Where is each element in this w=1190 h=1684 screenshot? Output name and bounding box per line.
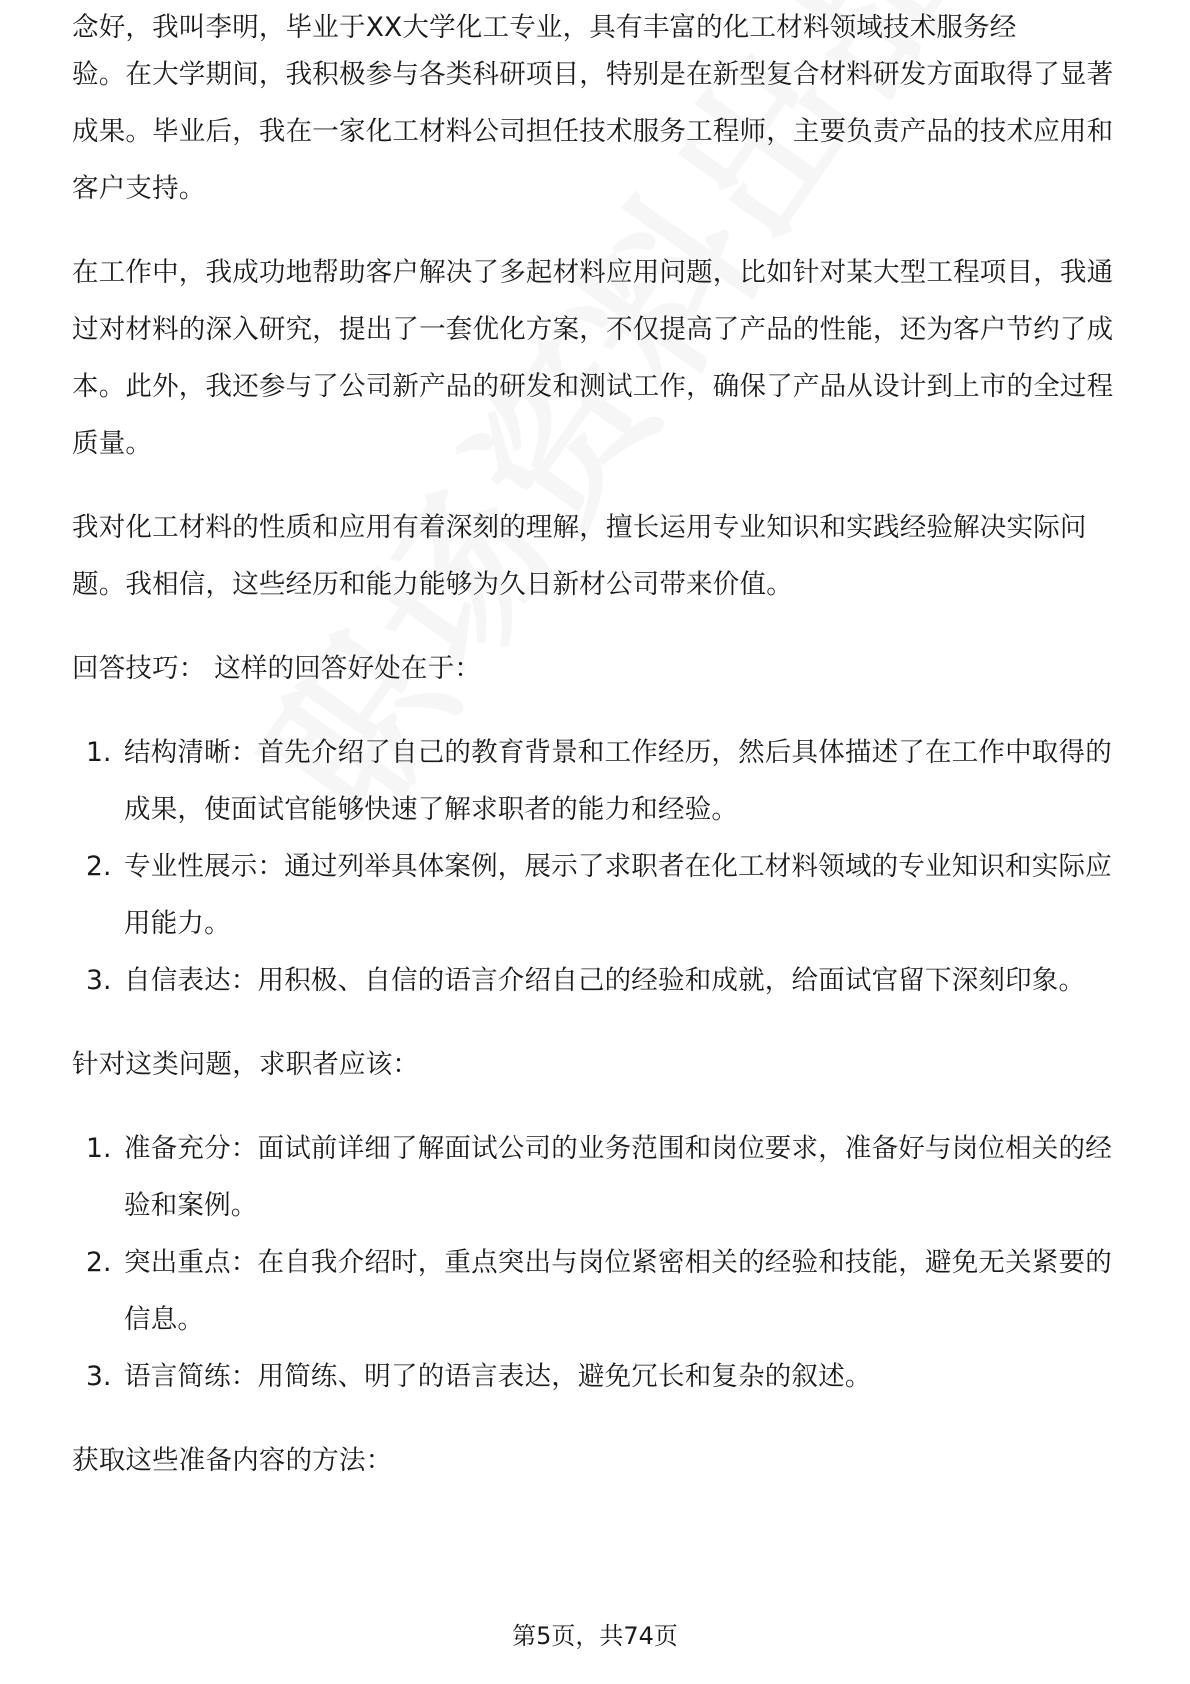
list-item (72, 952, 1120, 1009)
list-item (72, 1120, 1120, 1234)
advice-heading: 针对这类问题，求职者应该： (72, 1049, 420, 1080)
list-item-text: 自信表达：用积极、自信的语言介绍自己的经验和成就，给面试官留下深刻印象。 (124, 965, 1086, 996)
cut-off-line-text: 念好，我叫李明，毕业于XX大学化工专业，具有丰富的化工材料领域技术服务经 (72, 12, 1017, 43)
list-item (72, 1234, 1120, 1348)
list-item-text: 语言简练：用简练、明了的语言表达，避免冗长和复杂的叙述。 (124, 1361, 872, 1392)
paragraph-summary: 我对化工材料的性质和应用有着深刻的理解，擅长运用专业知识和实践经验解决实际问题。我相信，这些经历和能力能够为久日新材公司带来价值。 (72, 512, 1087, 600)
paragraph-work: 在工作中，我成功地帮助客户解决了多起材料应用问题，比如针对某大型工程项目，我通过对材料的深入研究，提出了一套优化方案，不仅提高了产品的性能，还为客户节约了成本。此外，我还参与了公司新产品的研发和测试工作，确保了产品从设计到上市的全过程质量。 (72, 257, 1114, 459)
list-item-text: 专业性展示：通过列举具体案例，展示了求职者在化工材料领域的专业知识和实际应用能力。 (124, 851, 1112, 939)
cut-off-line (72, 12, 1120, 50)
list-item (72, 724, 1120, 838)
list-item-number: 2. (86, 1247, 112, 1278)
list-item-number: 1. (86, 1133, 112, 1164)
list-item-text: 突出重点：在自我介绍时，重点突出与岗位紧密相关的经验和技能，避免无关紧要的信息。 (124, 1247, 1112, 1335)
page-number: 第5页，共74页 (512, 1622, 678, 1650)
list-item (72, 1348, 1120, 1405)
paragraph-intro: 验。在大学期间，我积极参与各类科研项目，特别是在新型复合材料研发方面取得了显著成果。毕业后，我在一家化工材料公司担任技术服务工程师，主要负责产品的技术应用和客户支持。 (72, 59, 1114, 204)
list-item-text: 准备充分：面试前详细了解面试公司的业务范围和岗位要求，准备好与岗位相关的经验和案例。 (124, 1133, 1112, 1221)
list-item-number: 3. (86, 1361, 112, 1392)
list-item-number: 1. (86, 737, 112, 768)
list-item-number: 2. (86, 851, 112, 882)
tips-list (72, 724, 1120, 1009)
document-body (72, 12, 1120, 1516)
advice-list (72, 1120, 1120, 1405)
tips-heading: 回答技巧： 这样的回答好处在于： (72, 653, 482, 684)
method-heading: 获取这些准备内容的方法： (72, 1445, 393, 1476)
list-item-text: 结构清晰：首先介绍了自己的教育背景和工作经历，然后具体描述了在工作中取得的成果，使面试官能够快速了解求职者的能力和经验。 (124, 737, 1112, 825)
list-item (72, 838, 1120, 952)
list-item-number: 3. (86, 965, 112, 996)
